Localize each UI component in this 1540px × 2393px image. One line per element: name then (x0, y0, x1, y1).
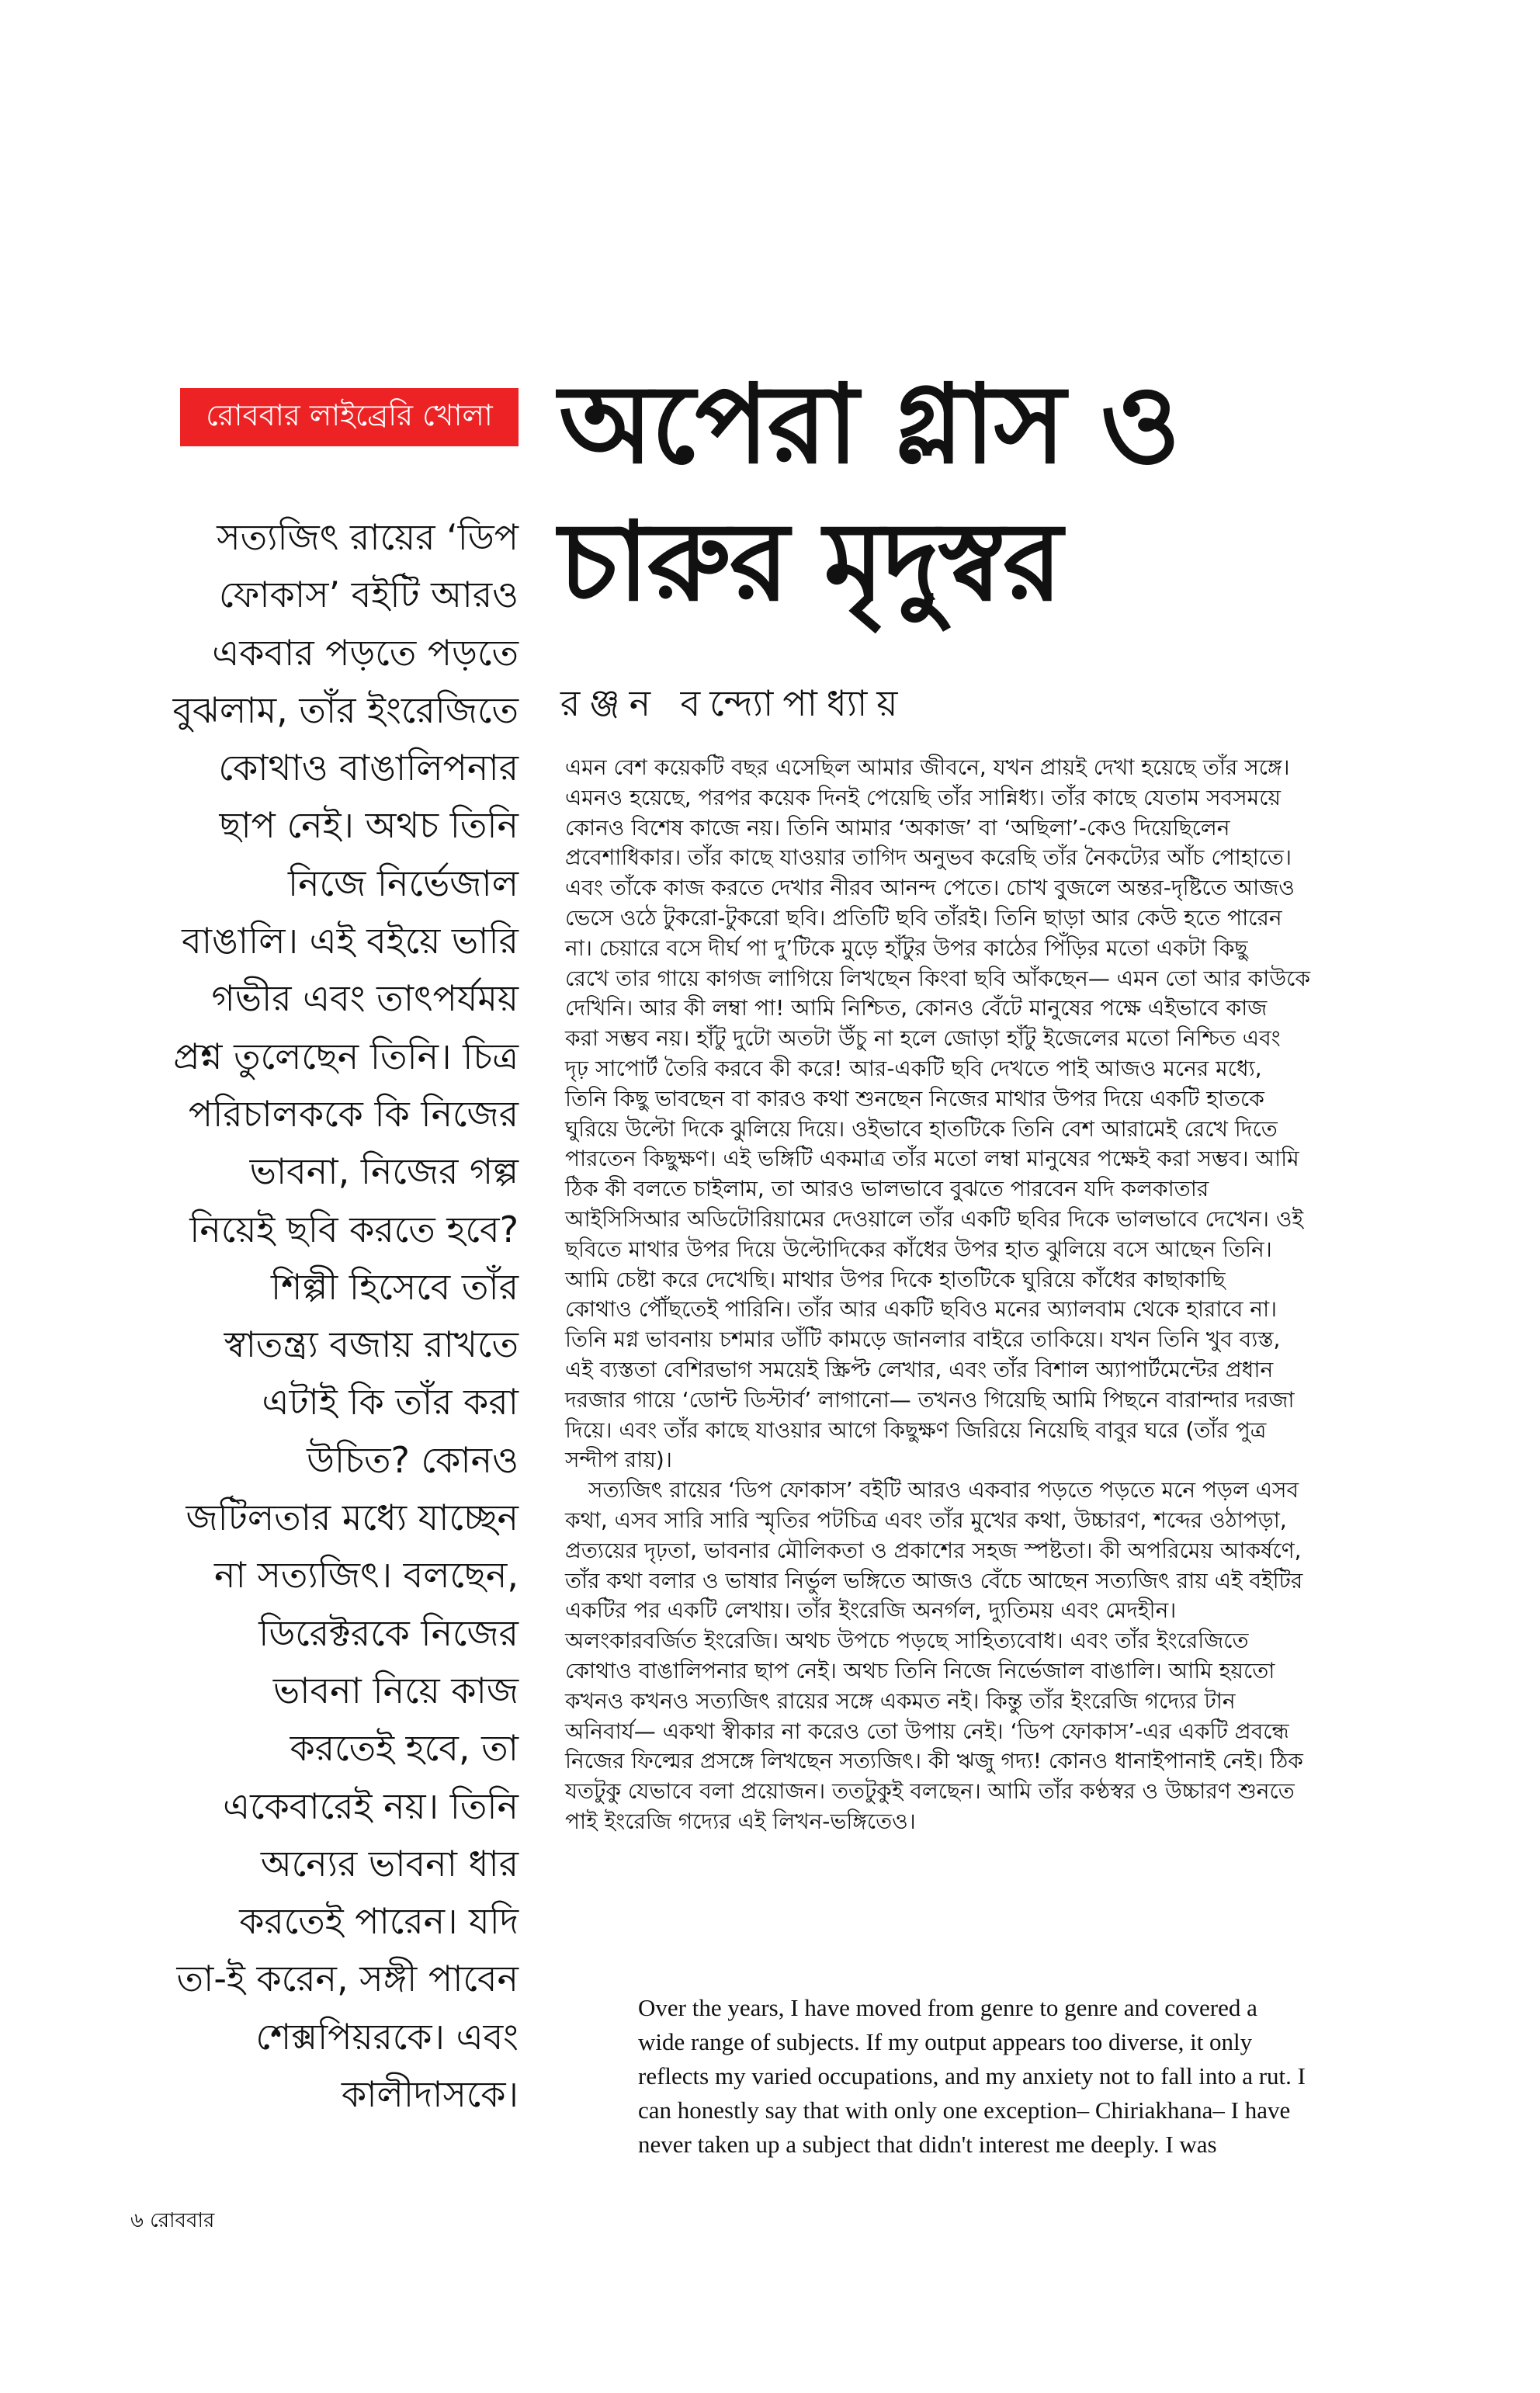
page-footer (130, 2204, 214, 2239)
body-text-line: কোথাও বাঙালিপনার ছাপ নেই। অথচ তিনি নিজে নির্ভেজাল বাঙালি। আমি হয়তো (565, 1657, 1275, 1684)
body-text-line: দৃঢ় সাপোর্ট তৈরি করবে কী করে! আর-একটি ছবি দেখতে পাই আজও মনের মধ্যে, (565, 1055, 1262, 1081)
body-text-line: না। চেয়ারে বসে দীর্ঘ পা দু’টিকে মুড়ে হাঁটুর উপর কাঠের পিঁড়ির মতো একটা কিছু (565, 935, 1248, 961)
english-quote-line: reflects my varied occupations, and my anxiety not to fall into a rut. I (638, 2062, 1306, 2090)
body-text-line: এমন বেশ কয়েকটি বছর এসেছিল আমার জীবনে, যখন প্রায়ই দেখা হয়েছে তাঁর সঙ্গে। (565, 754, 1290, 780)
pull-quote-line: বাঙালি। এই বইয়ে ভারি (182, 920, 519, 962)
english-quote-line: never taken up a subject that didn't interest me deeply. I was (638, 2131, 1217, 2158)
pull-quote-line: নিজে নির্ভেজাল (287, 862, 519, 904)
body-text-line: এই ব্যস্ততা বেশিরভাগ সময়েই স্ক্রিপ্ট লেখার, এবং তাঁর বিশাল অ্যাপার্টমেন্টের প্রধান (565, 1356, 1274, 1382)
pull-quote-line: ফোকাস’ বইটি আরও (219, 574, 519, 616)
pull-quote-line: বুঝলাম, তাঁর ইংরেজিতে (172, 688, 519, 731)
body-text-line: ছবিতে মাথার উপর দিয়ে উল্টোদিকের কাঁধের উপর হাত ঝুলিয়ে বসে আছেন তিনি। (565, 1236, 1272, 1262)
pull-quote-line: তা-ই করেন, সঙ্গী পাবেন (176, 1958, 519, 2000)
english-quote-line: wide range of subjects. If my output appears too diverse, it only (638, 2028, 1253, 2055)
section-label-text: রোববার লাইব্রেরি খোলা (206, 397, 493, 432)
body-text-line: প্রবেশাধিকার। তাঁর কাছে যাওয়ার তাগিদ অনুভব করেছি তাঁর নৈকট্যের আঁচ পোহাতে। (565, 844, 1292, 871)
article-body (565, 753, 1419, 1837)
pull-quote-line: অন্যের ভাবনা ধার (260, 1842, 519, 1885)
body-text-line: সন্দীপ রায়)। (565, 1447, 672, 1473)
page-number: ৬ (130, 2209, 144, 2232)
pull-quote-line: ভাবনা নিয়ে কাজ (272, 1669, 519, 1712)
byline: রঞ্জন বন্দ্যোপাধ্যায় (560, 682, 907, 724)
body-text-line: করা সম্ভব নয়। হাঁটু দুটো অতটা উঁচু না হলে জোড়া হাঁটু ইজেলের মতো নিশ্চিত এবং (565, 1025, 1281, 1052)
pull-quote-line: করতেই হবে, তা (290, 1727, 519, 1770)
body-text-line: ঠিক কী বলতে চাইলাম, তা আরও ভালভাবে বুঝতে পারবেন যদি কলকাতার (565, 1176, 1209, 1202)
body-text-line: পাই ইংরেজি গদ্যের এই লিখন-ভঙ্গিতেও। (565, 1808, 916, 1834)
pull-quote-line: কালীদাসকে। (342, 2073, 519, 2116)
body-text-line: ঘুরিয়ে উল্টো দিকে ঝুলিয়ে দিয়ে। ওইভাবে হাতটিকে তিনি বেশ আরামেই রেখে দিতে (565, 1115, 1278, 1142)
body-text-line: সত্যজিৎ রায়ের ‘ডিপ ফোকাস’ বইটি আরও একবার পড়তে পড়তে মনে পড়ল এসব (588, 1477, 1299, 1503)
body-text-line: কথা, এসব সারি সারি স্মৃতির পটচিত্র এবং তাঁর মুখের কথা, উচ্চারণ, শব্দের ওঠাপড়া, (565, 1507, 1287, 1533)
headline-line-2: চারুর মৃদুস্বর (559, 499, 1061, 626)
body-text-line: কখনও কখনও সত্যজিৎ রায়ের সঙ্গে একমত নই। কিন্তু তাঁর ইংরেজি গদ্যের টান (565, 1687, 1236, 1714)
body-text-line: কোনও বিশেষ কাজে নয়। তিনি আমার ‘অকাজ’ বা ‘অছিলা’-কেও দিয়েছিলেন (565, 814, 1230, 841)
pull-quote-line: একেবারেই নয়। তিনি (223, 1784, 519, 1827)
pull-quote-line: শিল্পী হিসেবে তাঁর (270, 1265, 519, 1308)
body-text-line: এবং তাঁকে কাজ করতে দেখার নীরব আনন্দ পেতে। চোখ বুজলে অন্তর-দৃষ্টিতে আজও (565, 875, 1295, 901)
body-text-line: পারতেন কিছুক্ষণ। এই ভঙ্গিটি একমাত্র তাঁর মতো লম্বা মানুষের পক্ষেই করা সম্ভব। আমি (565, 1146, 1299, 1172)
body-text-line: দরজার গায়ে ‘ডোন্ট ডিস্টার্ব’ লাগানো— তখনও গিয়েছি আমি পিছনে বারান্দার দরজা (565, 1386, 1295, 1413)
pull-quote-line: স্বাতন্ত্র্য বজায় রাখতে (224, 1323, 519, 1366)
body-text-line: যতটুকু যেভাবে বলা প্রয়োজন। ততটুকুই বলছেন। আমি তাঁর কণ্ঠস্বর ও উচ্চারণ শুনতে (565, 1778, 1295, 1805)
pull-quote-line: না সত্যজিৎ। বলছেন, (214, 1554, 519, 1597)
body-text-line: প্রত্যয়ের দৃঢ়তা, ভাবনার মৌলিকতা ও প্রকাশের সহজ স্পষ্টতা। কী অপরিমেয় আকর্ষণে, (565, 1537, 1302, 1563)
english-quote-line: Over the years, I have moved from genre to genre and covered a (638, 1994, 1257, 2021)
body-text-line: ভেসে ওঠে টুকরো-টুকরো ছবি। প্রতিটি ছবি তাঁরই। তিনি ছাড়া আর কেউ হতে পারেন (565, 904, 1282, 931)
pull-quote-line: ভাবনা, নিজের গল্প (249, 1150, 519, 1193)
body-text-line: অনিবার্য— একথা স্বীকার না করেও তো উপায় নেই। ‘ডিপ ফোকাস’-এর একটি প্রবন্ধে (565, 1718, 1289, 1744)
body-text-line: তিনি মগ্ন ভাবনায় চশমার ডাঁটি কামড়ে জানলার বাইরে তাকিয়ে। যখন তিনি খুব ব্যস্ত, (565, 1327, 1281, 1353)
pull-quote-line: ছাপ নেই। অথচ তিনি (219, 804, 519, 847)
pull-quote-line: সত্যজিৎ রায়ের ‘ডিপ (217, 516, 519, 558)
body-text-line: তিনি কিছু ভাবছেন বা কারও কথা শুনছেন নিজের মাথার উপর দিয়ে একটি হাতকে (565, 1085, 1264, 1112)
body-text-line: আমি চেষ্টা করে দেখেছি। মাথার উপর দিকে হাতটিকে ঘুরিয়ে কাঁধের কাছাকাছি (565, 1266, 1226, 1292)
body-text-line: একটির পর একটি লেখায়। তাঁর ইংরেজি অনর্গল, দ্যুতিময় এবং মেদহীন। (565, 1597, 1177, 1624)
section-label (180, 388, 519, 446)
body-text-line: এমনও হয়েছে, পরপর কয়েক দিনই পেয়েছি তাঁর সান্নিধ্য। তাঁর কাছে যেতাম সবসময়ে (565, 784, 1281, 810)
pull-quote (116, 508, 519, 2123)
pull-quote-line: এটাই কি তাঁর করা (262, 1381, 519, 1424)
pull-quote-line: নিয়েই ছবি করতে হবে? (189, 1208, 519, 1250)
english-quote (638, 1991, 1414, 2162)
pull-quote-line: জটিলতার মধ্যে যাচ্ছেন (186, 1496, 519, 1539)
pull-quote-line: একবার পড়তে পড়তে (212, 631, 519, 674)
pull-quote-line: শেক্সপিয়রকে। এবং (255, 2015, 519, 2058)
body-text-line: তাঁর কথা বলার ও ভাষার নির্ভুল ভঙ্গিতে আজও বেঁচে আছেন সত্যজিৎ রায় এই বইটির (565, 1567, 1303, 1594)
pull-quote-line: কোথাও বাঙালিপনার (218, 747, 519, 789)
pull-quote-line: করতেই পারেন। যদি (239, 1900, 519, 1943)
body-text-line: দেখিনি। আর কী লম্বা পা! আমি নিশ্চিত, কোনও বেঁটে মানুষের পক্ষে এইভাবে কাজ (565, 995, 1268, 1021)
body-text-line: দিয়ে। এবং তাঁর কাছে যাওয়ার আগে কিছুক্ষণ জিরিয়ে নিয়েছি বাবুর ঘরে (তাঁর পুত্র (565, 1417, 1267, 1443)
body-text-line: আইসিসিআর অডিটোরিয়ামের দেওয়ালে তাঁর একটি ছবির দিকে ভালভাবে দেখেন। ওই (565, 1205, 1304, 1232)
pull-quote-line: উচিত? কোনও (307, 1438, 519, 1481)
pull-quote-line: ডিরেক্টরকে নিজের (258, 1611, 519, 1654)
body-text-line: নিজের ফিল্মের প্রসঙ্গে লিখছেন সত্যজিৎ। কী ঋজু গদ্য! কোনও ধানাইপানাই নেই। ঠিক (565, 1748, 1303, 1774)
body-text-line: কোথাও পৌঁছতেই পারিনি। তাঁর আর একটি ছবিও মনের অ্যালবাম থেকে হারাবে না। (565, 1296, 1278, 1323)
headline-line-1: অপেরা গ্লাস ও (559, 362, 1179, 488)
english-quote-line: can honestly say that with only one exception– Chiriakhana– I have (638, 2096, 1291, 2124)
pull-quote-line: গভীর এবং তাৎপর্যময় (211, 977, 519, 1020)
pull-quote-line: পরিচালককে কি নিজের (188, 1092, 519, 1135)
pull-quote-line: প্রশ্ন তুলেছেন তিনি। চিত্র (173, 1035, 519, 1077)
magazine-name: রোববার (150, 2209, 215, 2232)
body-text-line: রেখে তার গায়ে কাগজ লাগিয়ে লিখছেন কিংবা ছবি আঁকছেন— এমন তো আর কাউকে (565, 965, 1310, 991)
body-text-line: অলংকারবর্জিত ইংরেজি। অথচ উপচে পড়ছে সাহিত্যবোধ। এবং তাঁর ইংরেজিতে (565, 1628, 1249, 1654)
